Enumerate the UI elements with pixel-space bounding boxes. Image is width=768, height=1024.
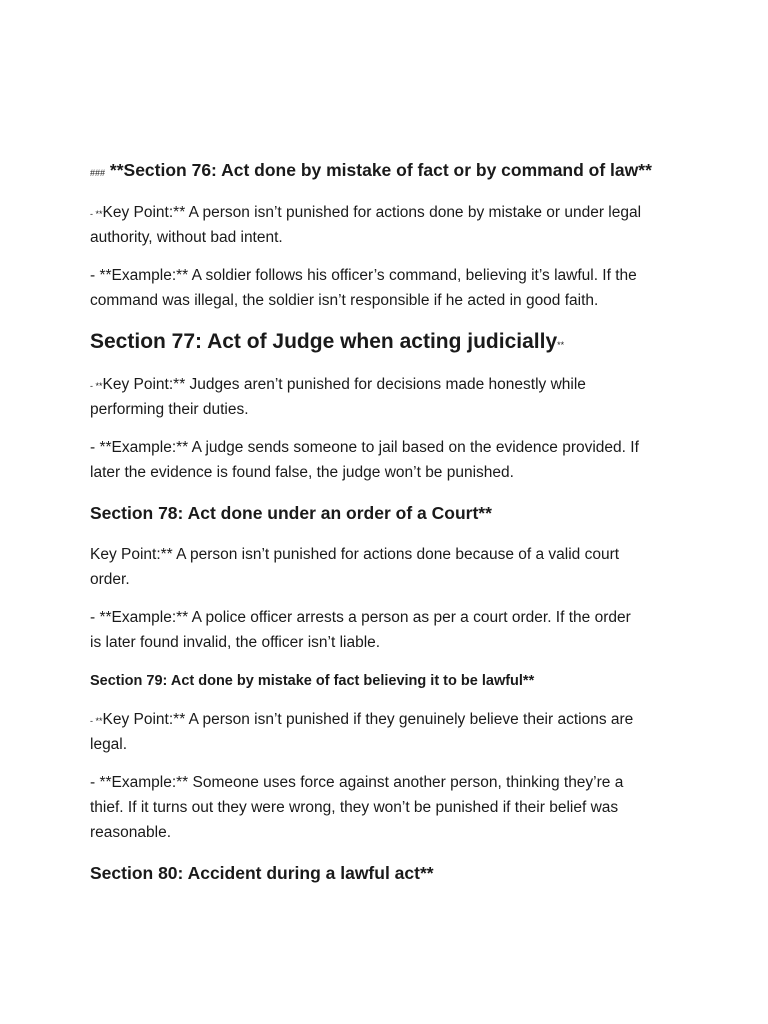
key-point-prefix: - ** — [90, 716, 103, 726]
section-79-key-point — [90, 707, 633, 734]
example-line-2: thief. If it turns out they were wrong, they won’t be punished if their belief was — [90, 799, 619, 816]
key-point-line-1: Key Point:** A person isn’t punished for actions done because of a valid court — [90, 546, 620, 563]
example-line-1: - **Example:** A judge sends someone to jail based on the evidence provided. If — [90, 439, 639, 456]
heading-hash-prefix: ### — [90, 168, 106, 178]
example-line-2: later the evidence is found false, the judge won’t be punished. — [90, 464, 514, 481]
key-point-line-2: legal. — [90, 736, 128, 753]
section-80-heading: Section 80: Accident during a lawful act** — [90, 863, 434, 883]
section-77-key-point — [90, 372, 586, 399]
key-point-line-2: order. — [90, 571, 130, 588]
section-78-heading: Section 78: Act done under an order of a Court** — [90, 503, 492, 523]
section-79-heading: Section 79: Act done by mistake of fact believing it to be lawful** — [90, 673, 535, 689]
example-line-1: - **Example:** Someone uses force against another person, thinking they’re a — [90, 774, 624, 791]
heading-suffix: ** — [557, 340, 565, 350]
key-point-line-1: Key Point:** A person isn’t punished if they genuinely believe their actions are — [102, 711, 634, 728]
section-76-key-point — [90, 200, 641, 227]
section-77-heading — [90, 330, 564, 354]
example-line-2: command was illegal, the soldier isn’t responsible if he acted in good faith. — [90, 292, 599, 309]
section-76-heading — [90, 160, 652, 181]
key-point-line-2: performing their duties. — [90, 401, 249, 418]
key-point-prefix: - ** — [90, 381, 103, 391]
key-point-line-1: Key Point:** A person isn’t punished for actions done by mistake or under legal — [102, 204, 642, 221]
example-line-3: reasonable. — [90, 824, 172, 841]
heading-text: **Section 76: Act done by mistake of fact or by command of law** — [109, 160, 652, 180]
example-line-1: - **Example:** A police officer arrests a person as per a court order. If the order — [90, 609, 631, 626]
key-point-line-2: authority, without bad intent. — [90, 229, 283, 246]
key-point-line-1: Key Point:** Judges aren’t punished for decisions made honestly while — [102, 376, 586, 393]
key-point-prefix: - ** — [90, 209, 103, 219]
example-line-2: is later found invalid, the officer isn’t liable. — [90, 634, 381, 651]
heading-text: Section 77: Act of Judge when acting judicially — [90, 330, 558, 353]
example-line-1: - **Example:** A soldier follows his officer’s command, believing it’s lawful. If the — [90, 267, 637, 284]
